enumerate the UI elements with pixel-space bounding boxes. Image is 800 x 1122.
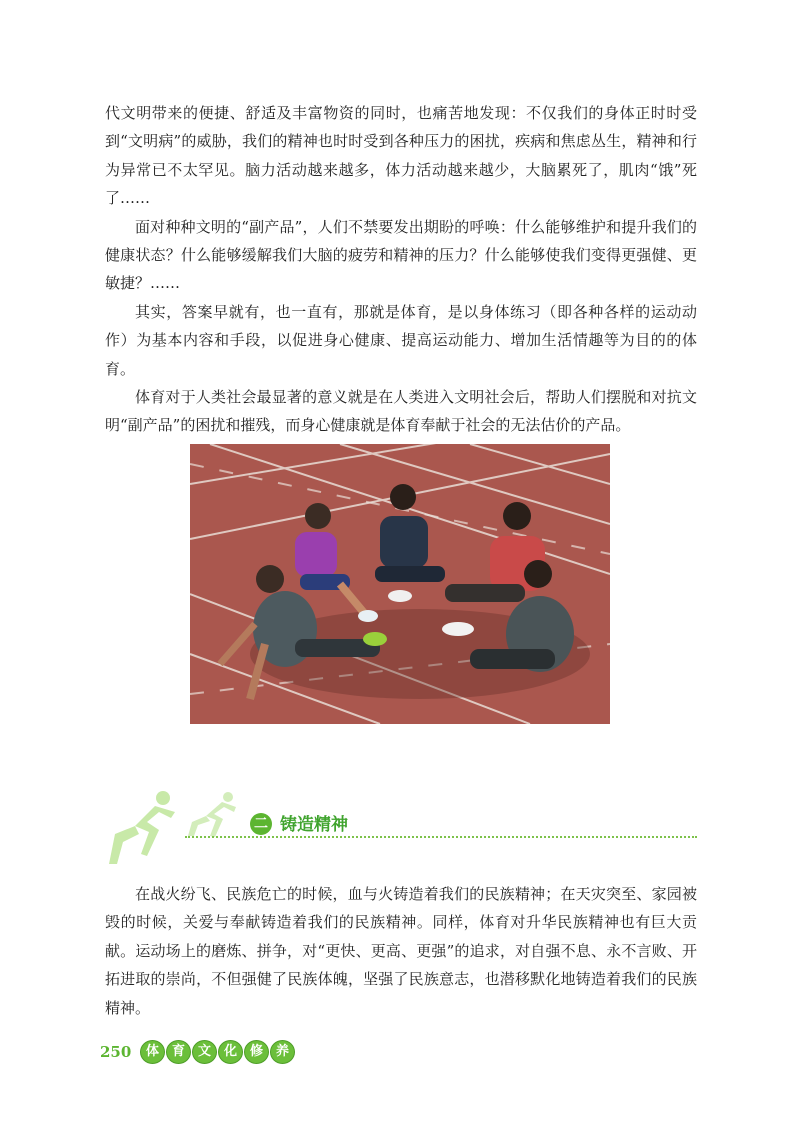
section-divider (185, 836, 697, 838)
track-photo (190, 444, 610, 724)
section-title: 铸造精神 (280, 815, 348, 835)
book-title-char: 修 (244, 1040, 269, 1064)
paragraph: 在战火纷飞、民族危亡的时候，血与火铸造着我们的民族精神；在天灾突至、家园被毁的时候，关爱与奉献铸造着我们的民族精神。同样，体育对升华民族精神也有巨大贡献。运动场上的磨炼、拼争，对“更快、更高、更强”的追求，对自强不息、永不言败、开拓进取的崇尚，不但强健了民族体魄，坚强了民族意志，也潜移默化地铸造着我们的民族精神。 (105, 885, 697, 1017)
runner-icon (105, 788, 185, 868)
book-title-char: 化 (218, 1040, 243, 1064)
paragraph: 体育对于人类社会最显著的意义就是在人类进入文明社会后，帮助人们摆脱和对抗文明“副产品”的困扰和摧残，而身心健康就是体育奉献于社会的无法估价的产品。 (105, 388, 697, 435)
paragraph: 代文明带来的便捷、舒适及丰富物资的同时，也痛苦地发现：不仅我们的身体正时时受到“文明病”的威胁，我们的精神也时时受到各种压力的困扰，疾病和焦虑丛生，精神和行为异常已不太罕见。脑力活动越来越多，体力活动越来越少，大脑累死了，肌肉“饿”死了…… (105, 104, 697, 208)
paragraph: 面对种种文明的“副产品”，人们不禁要发出期盼的呼唤：什么能够维护和提升我们的健康状态？什么能够缓解我们大脑的疲劳和精神的压力？什么能够使我们变得更强健、更敏捷？…… (105, 217, 697, 293)
book-title-char: 育 (166, 1040, 191, 1064)
book-title-char: 体 (140, 1040, 165, 1064)
book-title-char: 养 (270, 1040, 295, 1064)
book-title (140, 1040, 295, 1064)
section-body (105, 880, 697, 1022)
intro-text (105, 99, 697, 440)
section-number: 二 (250, 813, 272, 835)
paragraph: 其实，答案早就有，也一直有，那就是体育，是以身体练习（即各种各样的运动动作）为基本内容和手段，以促进身心健康、提高运动能力、增加生活情趣等为目的的体育。 (105, 302, 697, 378)
book-title-char: 文 (192, 1040, 217, 1064)
runner-icon (180, 790, 244, 838)
page-number: 250 (100, 1043, 132, 1061)
